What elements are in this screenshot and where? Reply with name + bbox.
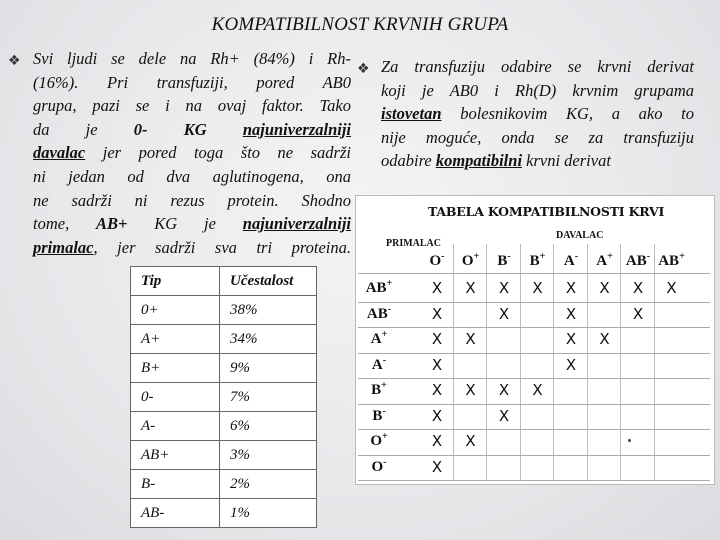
- left-line: ne sadrži ni rezus protein. Shodno: [33, 190, 351, 210]
- frequency-cell: 3%: [220, 441, 317, 470]
- compatible-mark: X: [431, 457, 443, 476]
- recipient-header: B+: [371, 380, 387, 398]
- donor-header: A-: [563, 251, 579, 269]
- donor-header: AB+: [658, 251, 685, 269]
- compatible-mark: X: [431, 304, 443, 323]
- donor-header: B-: [497, 251, 511, 269]
- grid-line: [358, 327, 710, 328]
- compatible-mark: X: [498, 279, 510, 297]
- left-line: ni jedan od dva aglutinogena, ona: [33, 166, 351, 186]
- compatible-mark: X: [431, 330, 443, 348]
- compatible-mark: X: [431, 355, 443, 374]
- emphasized-text: najuniverzalniji: [242, 214, 351, 234]
- frequency-cell: 7%: [220, 383, 317, 412]
- compatible-mark: X: [565, 304, 577, 323]
- left-line: (16%). Pri transfuziji, pored AB0: [33, 72, 351, 92]
- blood-type-cell: 0+: [131, 296, 220, 325]
- grid-line: [358, 404, 710, 405]
- left-line-bold: da je 0- KG najuniverzalniji: [33, 119, 352, 139]
- compatible-mark: X: [498, 406, 510, 425]
- compatible-mark: X: [431, 381, 443, 399]
- emphasized-text: primalac: [33, 237, 94, 257]
- donor-header: O-: [429, 251, 445, 269]
- blood-type-cell: A+: [131, 325, 220, 354]
- frequency-cell: 38%: [220, 296, 317, 325]
- emphasized-text: 0-: [133, 119, 148, 139]
- table-row: [131, 470, 317, 499]
- emphasized-text: KG: [183, 119, 207, 139]
- blood-type-cell: A-: [131, 412, 220, 441]
- blood-type-cell: 0-: [131, 383, 220, 412]
- recipient-header: O-: [371, 456, 387, 475]
- page-title: KOMPATIBILNOST KRVNIH GRUPA: [211, 14, 509, 35]
- recipient-header: AB-: [366, 303, 392, 322]
- donor-header: A+: [596, 251, 613, 269]
- compatible-mark: X: [532, 279, 543, 297]
- donor-header: O+: [461, 251, 480, 269]
- left-line-bold: primalac, jer sadrži sva tri proteina.: [33, 237, 351, 257]
- column-header-type: Tip: [131, 267, 220, 296]
- compatible-mark: X: [632, 304, 644, 323]
- recipient-header: B-: [372, 405, 386, 424]
- grid-line: [358, 429, 710, 430]
- compatible-mark: X: [498, 381, 510, 399]
- right-paragraph: [381, 55, 694, 173]
- compatible-mark: X: [632, 279, 644, 297]
- emphasized-text: davalac: [33, 143, 86, 163]
- emphasized-text: najuniverzalniji: [242, 119, 352, 139]
- left-line: Svi ljudi se dele na Rh+ (84%) i Rh-: [33, 49, 351, 68]
- recipient-label: PRIMALAC: [386, 238, 441, 249]
- donor-header: B+: [529, 251, 546, 269]
- frequency-cell: 9%: [220, 354, 317, 383]
- blood-type-cell: AB-: [131, 499, 220, 528]
- bullet-icon: ❖: [8, 53, 21, 69]
- grid-line: [358, 455, 710, 456]
- donor-label: DAVALAC: [556, 230, 604, 241]
- table-row: [131, 325, 317, 354]
- table-row: [131, 383, 317, 412]
- table-header-row: [131, 267, 317, 296]
- left-line-bold: davalac jer pored toga što ne sadrži: [33, 143, 351, 163]
- donor-header: AB-: [625, 251, 651, 269]
- grid-line: [358, 480, 710, 481]
- right-line: koji je AB0 i Rh(D) krvnim grupama: [381, 80, 694, 100]
- frequency-cell: 2%: [220, 470, 317, 499]
- compatible-mark: X: [465, 279, 476, 297]
- recipient-header: A+: [370, 329, 388, 347]
- frequency-cell: 34%: [220, 325, 317, 354]
- compatible-mark: X: [431, 432, 443, 450]
- frequency-cell: 1%: [220, 499, 317, 528]
- left-line: grupa, pazi se i na ovaj faktor. Tako: [33, 96, 351, 116]
- stray-dot: [628, 439, 631, 442]
- recipient-header: O+: [370, 431, 388, 449]
- recipient-header: A-: [371, 354, 387, 373]
- table-row: [131, 499, 317, 528]
- left-line-bold: tome, AB+ KG je najuniverzalniji: [33, 214, 351, 234]
- right-line: Za transfuziju odabire se krvni derivat: [381, 57, 694, 76]
- compatible-mark: X: [599, 330, 610, 348]
- right-line-bold: odabire kompatibilni krvni derivat: [381, 151, 611, 171]
- compatible-mark: X: [431, 406, 443, 425]
- left-paragraph: [33, 47, 351, 259]
- compatible-mark: X: [465, 330, 476, 348]
- blood-type-cell: B-: [131, 470, 220, 499]
- compatible-mark: X: [498, 304, 510, 323]
- compatible-mark: X: [666, 279, 677, 297]
- grid-line: [358, 353, 710, 354]
- column-header-frequency: Učestalost: [220, 267, 317, 296]
- table-row: [131, 441, 317, 470]
- compatible-mark: X: [465, 381, 476, 399]
- compatible-mark: X: [565, 330, 577, 348]
- compatible-mark: X: [431, 279, 443, 297]
- emphasized-text: istovetan: [381, 104, 442, 124]
- compat-chart-title: TABELA KOMPATIBILNOSTI KRVI: [428, 204, 665, 219]
- grid-line: [358, 273, 710, 274]
- blood-type-cell: B+: [131, 354, 220, 383]
- table-row: [131, 296, 317, 325]
- grid-line: [358, 302, 710, 303]
- compatible-mark: X: [532, 381, 543, 399]
- emphasized-text: kompatibilni: [435, 151, 523, 171]
- table-row: [131, 412, 317, 441]
- emphasized-text: AB+: [96, 214, 128, 234]
- compatible-mark: X: [599, 279, 610, 297]
- compatibility-chart: [355, 195, 715, 485]
- bullet-icon: ❖: [357, 61, 370, 77]
- right-line-bold: istovetan bolesnikovim KG, a ako to: [381, 104, 694, 124]
- blood-type-frequency-table: [130, 266, 317, 528]
- compatible-mark: X: [565, 355, 577, 374]
- compatible-mark: X: [565, 279, 577, 297]
- grid-line: [358, 378, 710, 379]
- right-line: nije moguće, onda se za transfuziju: [381, 127, 694, 147]
- blood-type-cell: AB+: [131, 441, 220, 470]
- frequency-cell: 6%: [220, 412, 317, 441]
- table-row: [131, 354, 317, 383]
- recipient-header: AB+: [365, 278, 393, 296]
- compatible-mark: X: [465, 432, 476, 450]
